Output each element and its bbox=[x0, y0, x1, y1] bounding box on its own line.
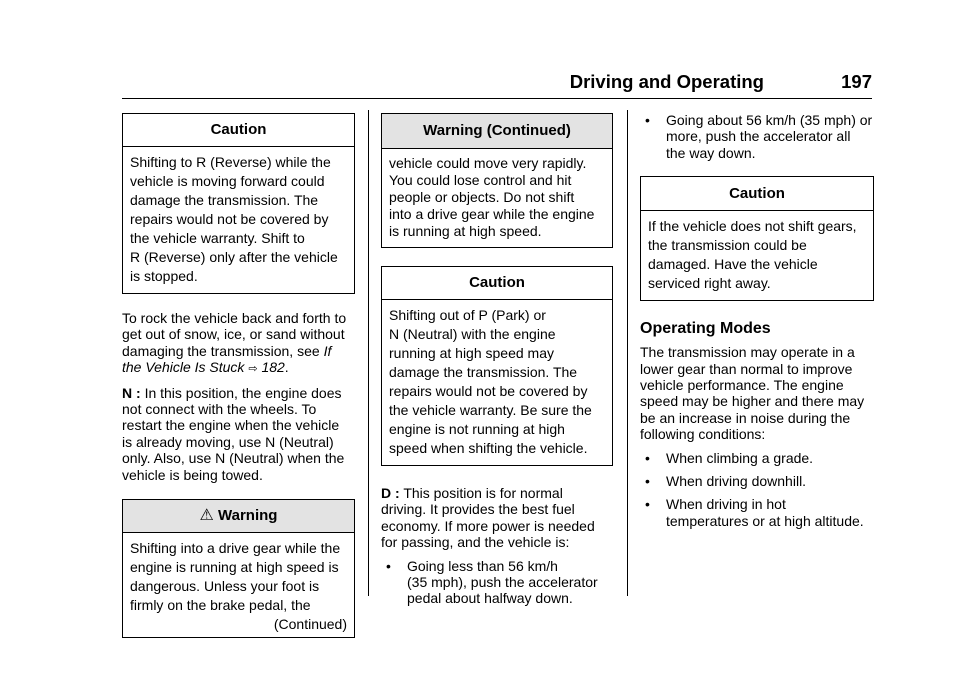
text-line: When driving downhill. bbox=[666, 473, 807, 490]
text-line: is running at high speed. bbox=[389, 223, 542, 239]
text-line: vehicle is moving forward could bbox=[130, 173, 325, 189]
list-item bbox=[640, 450, 876, 466]
warning-triangle-icon: ⚠ bbox=[199, 507, 214, 525]
warning-box-drive-gear bbox=[122, 499, 355, 638]
text-segment: This position is for normal bbox=[403, 485, 563, 501]
bullet-icon: • bbox=[645, 112, 650, 128]
cross-reference-link[interactable]: the Vehicle Is Stuck bbox=[122, 359, 245, 376]
warning-continued-text bbox=[382, 149, 612, 247]
caution-text bbox=[641, 211, 873, 300]
list-item bbox=[640, 496, 876, 529]
drive-paragraph bbox=[381, 485, 613, 551]
section-heading: Operating Modes bbox=[640, 320, 771, 338]
text-line: following conditions: bbox=[640, 426, 766, 443]
rock-vehicle-paragraph bbox=[122, 310, 355, 378]
list-item bbox=[640, 473, 876, 489]
page-reference-arrow-icon: ⇨ bbox=[248, 363, 258, 376]
bullet-icon: • bbox=[645, 496, 650, 513]
warning-title-bar bbox=[123, 500, 354, 533]
page-number: 197 bbox=[841, 71, 872, 92]
text-line: economy. If more power is needed bbox=[381, 517, 595, 534]
text-line: be an increase in noise during the bbox=[640, 409, 851, 426]
column-divider-1 bbox=[368, 110, 369, 596]
text-line: the vehicle warranty. Be sure the bbox=[389, 402, 592, 418]
text-line: the way down. bbox=[666, 144, 756, 161]
text-line: get out of snow, ice, or sand without bbox=[122, 326, 345, 343]
text-line: Shifting into a drive gear while the bbox=[130, 540, 341, 557]
warning-continued-title: Warning (Continued) bbox=[382, 114, 612, 149]
text-line: driving. It provides the best fuel bbox=[381, 501, 575, 518]
text-line: vehicle could move very rapidly. bbox=[389, 155, 587, 171]
text-line: When climbing a grade. bbox=[666, 449, 814, 466]
text-line: the vehicle warranty. Shift to bbox=[130, 230, 305, 246]
bullet-icon: • bbox=[386, 557, 391, 574]
caution-title: Caution bbox=[123, 114, 354, 147]
caution-title: Caution bbox=[641, 177, 873, 211]
continued-label: (Continued) bbox=[273, 616, 347, 633]
text-segment: In this position, the engine does bbox=[144, 384, 342, 401]
text-line: is already moving, use N (Neutral) bbox=[122, 433, 334, 450]
text-line: temperatures or at high altitude. bbox=[666, 512, 864, 529]
text-line: When driving in hot bbox=[666, 496, 786, 513]
text-line: pedal about halfway down. bbox=[407, 590, 573, 607]
text-line: not connect with the wheels. To bbox=[122, 401, 317, 418]
cross-reference-link[interactable]: If bbox=[323, 342, 332, 359]
text-line: N (Neutral) with the engine bbox=[389, 326, 556, 342]
text-line: engine is not running at high bbox=[389, 421, 565, 437]
text-line: You could lose control and hit bbox=[389, 172, 572, 188]
text-line: repairs would not be covered by bbox=[130, 211, 329, 227]
column-3 bbox=[640, 112, 876, 529]
caution-box-reverse bbox=[122, 113, 355, 294]
neutral-paragraph bbox=[122, 385, 355, 483]
caution-box-park-neutral bbox=[381, 266, 613, 466]
text-line: If the vehicle does not shift gears, bbox=[648, 218, 857, 235]
text-line: running at high speed may bbox=[389, 345, 554, 361]
bullet-icon: • bbox=[645, 449, 650, 466]
text-line: more, push the accelerator all bbox=[666, 128, 851, 145]
text-line: the transmission could be bbox=[648, 237, 807, 254]
gear-key-n: N : bbox=[122, 384, 141, 401]
caution-title: Caution bbox=[382, 267, 612, 300]
warning-title: Warning bbox=[218, 507, 278, 525]
text-line bbox=[122, 343, 355, 359]
text-line: damage the transmission. The bbox=[389, 364, 578, 380]
text-line: lower gear than normal to improve bbox=[640, 360, 853, 377]
text-line bbox=[381, 485, 613, 501]
text-line: damage the transmission. The bbox=[130, 192, 319, 208]
list-item bbox=[381, 558, 613, 607]
text-line bbox=[122, 385, 355, 401]
text-line: vehicle performance. The engine bbox=[640, 377, 844, 394]
text-line: engine is running at high speed is bbox=[130, 559, 339, 576]
text-line: speed may be higher and there may bbox=[640, 393, 865, 410]
text-line: restart the engine when the vehicle bbox=[122, 417, 340, 434]
text-line bbox=[122, 359, 355, 377]
text-line: speed when shifting the vehicle. bbox=[389, 440, 588, 456]
text-line: The transmission may operate in a bbox=[640, 344, 855, 361]
text-line: dangerous. Unless your foot is bbox=[130, 578, 320, 595]
text-line: firmly on the brake pedal, the bbox=[130, 597, 311, 614]
text-segment: . bbox=[284, 359, 289, 376]
text-line: for passing, and the vehicle is: bbox=[381, 534, 570, 551]
column-divider-2 bbox=[627, 110, 628, 596]
section-title: Driving and Operating bbox=[569, 71, 764, 92]
header-rule bbox=[122, 98, 872, 99]
text-line: into a drive gear while the engine bbox=[389, 206, 595, 222]
text-line: people or objects. Do not shift bbox=[389, 189, 575, 205]
warning-text bbox=[123, 533, 354, 637]
warning-continued-box bbox=[381, 113, 613, 248]
text-line: Shifting to R (Reverse) while the bbox=[130, 154, 331, 170]
text-line: (35 mph), push the accelerator bbox=[407, 574, 598, 591]
text-line: Going less than 56 km/h bbox=[407, 557, 558, 574]
page-reference[interactable]: 182 bbox=[261, 359, 285, 376]
gear-key-d: D : bbox=[381, 485, 400, 501]
caution-text bbox=[123, 147, 354, 293]
text-line: Going about 56 km/h (35 mph) or bbox=[666, 112, 873, 128]
text-line: repairs would not be covered by bbox=[389, 383, 588, 399]
bullet-icon: • bbox=[645, 473, 650, 490]
list-item bbox=[640, 112, 876, 161]
text-line: only. Also, use N (Neutral) when the bbox=[122, 450, 345, 467]
text-line: vehicle is being towed. bbox=[122, 466, 263, 483]
caution-text bbox=[382, 300, 612, 465]
column-2 bbox=[381, 113, 613, 607]
caution-box-shift-gears bbox=[640, 176, 874, 301]
column-1 bbox=[122, 113, 355, 638]
operating-modes-paragraph bbox=[640, 344, 876, 442]
text-line: serviced right away. bbox=[648, 275, 771, 292]
text-segment: damaging the transmission, see bbox=[122, 342, 320, 359]
text-line: R (Reverse) only after the vehicle bbox=[130, 249, 338, 265]
text-line: is stopped. bbox=[130, 268, 198, 284]
text-line: damaged. Have the vehicle bbox=[648, 256, 818, 273]
text-line: Shifting out of P (Park) or bbox=[389, 307, 546, 323]
text-line: To rock the vehicle back and forth to bbox=[122, 310, 347, 326]
